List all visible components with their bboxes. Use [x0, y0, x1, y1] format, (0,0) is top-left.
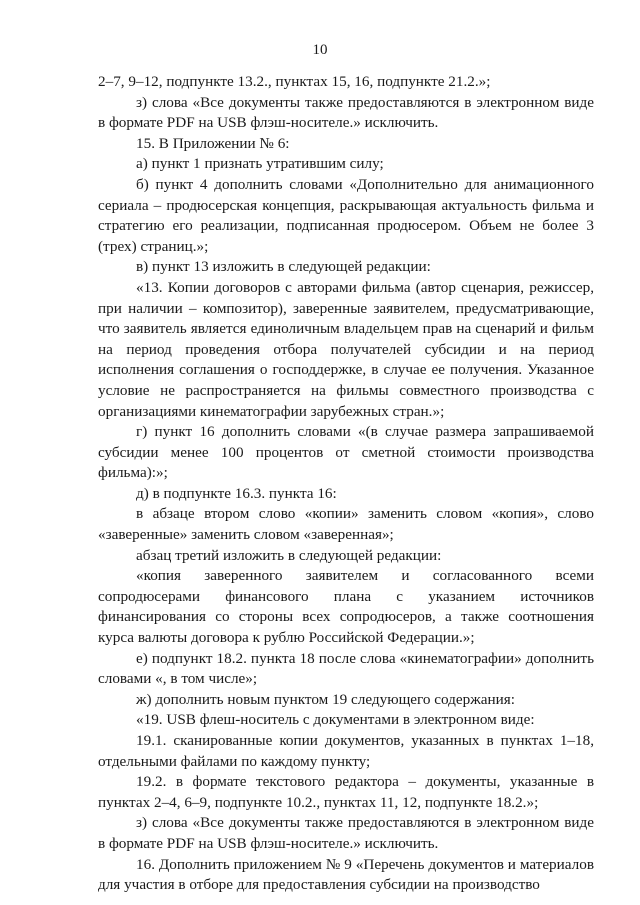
paragraph-z-remove-pdf-14: з) слова «Все документы также предоставляются в электронном виде в формате PDF на USB флэш-носителе.» исключить. — [98, 93, 594, 132]
paragraph-point-13-text: «13. Копии договоров с авторами фильма (автор сценария, режиссер, при наличии – композитор), заверенные заявителем, предусматривающие, что заявитель является единоличным владельцем прав на сценарий и фильм на период проведения отбора получателей субсидии и на период исполнения соглашения о господдержке, в случае ее получения. Указанное условие не распространяется на фильмы совместного производства с организациями кинематографии зарубежных стран.»; — [98, 278, 594, 420]
paragraph-item-a: а) пункт 1 признать утратившим силу; — [136, 155, 384, 173]
paragraph-financial-plan: «копия заверенного заявителем и согласованного всеми сопродюсерами финансового плана с указанием источников финансирования со стороны всех сопродюсеров, а также соотношения курса валюты договора к рублю Российской Федерации.»; — [98, 567, 594, 647]
paragraph-point-19-2: 19.2. в формате текстового редактора – документы, указанные в пунктах 2–4, 6–9, подпункте 10.2., пунктах 11, 12, подпункте 18.2.»; — [98, 773, 594, 811]
paragraph-item-e: е) подпункт 18.2. пункта 18 после слова «кинематографии» дополнить словами «, в том числе»; — [98, 649, 594, 688]
paragraph-item-v: в) пункт 13 изложить в следующей редакции: — [136, 258, 431, 276]
paragraph-point-19: «19. USB флеш-носитель с документами в электронном виде: — [136, 711, 535, 729]
paragraph-point-16-appendix-9: 16. Дополнить приложением № 9 «Перечень документов и материалов для участия в отборе для предоставления субсидии на производство — [98, 855, 594, 894]
paragraph-second-abzac: в абзаце втором слово «копии» заменить словом «копия», слово «заверенные» заменить словом «заверенная»; — [98, 505, 594, 544]
document-body — [98, 72, 594, 896]
paragraph-item-d: д) в подпункте 16.3. пункта 16: — [136, 484, 337, 502]
paragraph-appendix-6-heading: 15. В Приложении № 6: — [136, 134, 290, 152]
paragraph-item-g: г) пункт 16 дополнить словами «(в случае размера запрашиваемой субсидии менее 100 процентов от сметной стоимости производства фильма):»; — [98, 423, 594, 482]
paragraph-point-19-1: 19.1. сканированные копии документов, указанных в пунктах 1–18, отдельными файлами по каждому пункту; — [98, 732, 594, 770]
paragraph-z-remove-pdf-6: з) слова «Все документы также предоставляются в электронном виде в формате PDF на USB флэш-носителе.» исключить. — [98, 814, 594, 852]
paragraph-third-abzac: абзац третий изложить в следующей редакции: — [136, 546, 442, 564]
paragraph-item-zh: ж) дополнить новым пунктом 19 следующего содержания: — [136, 690, 515, 708]
paragraph-item-b: б) пункт 4 дополнить словами «Дополнительно для анимационного сериала – продюсерская концепция, раскрывающая актуальность фильма и стратегию его реализации, подписанная продюсером. Объем не более 3 (трех) страниц.»; — [98, 175, 594, 255]
paragraph-continuation: 2–7, 9–12, подпункте 13.2., пунктах 15, 16, подпункте 21.2.»; — [98, 73, 491, 90]
page-number: 10 — [312, 42, 328, 58]
